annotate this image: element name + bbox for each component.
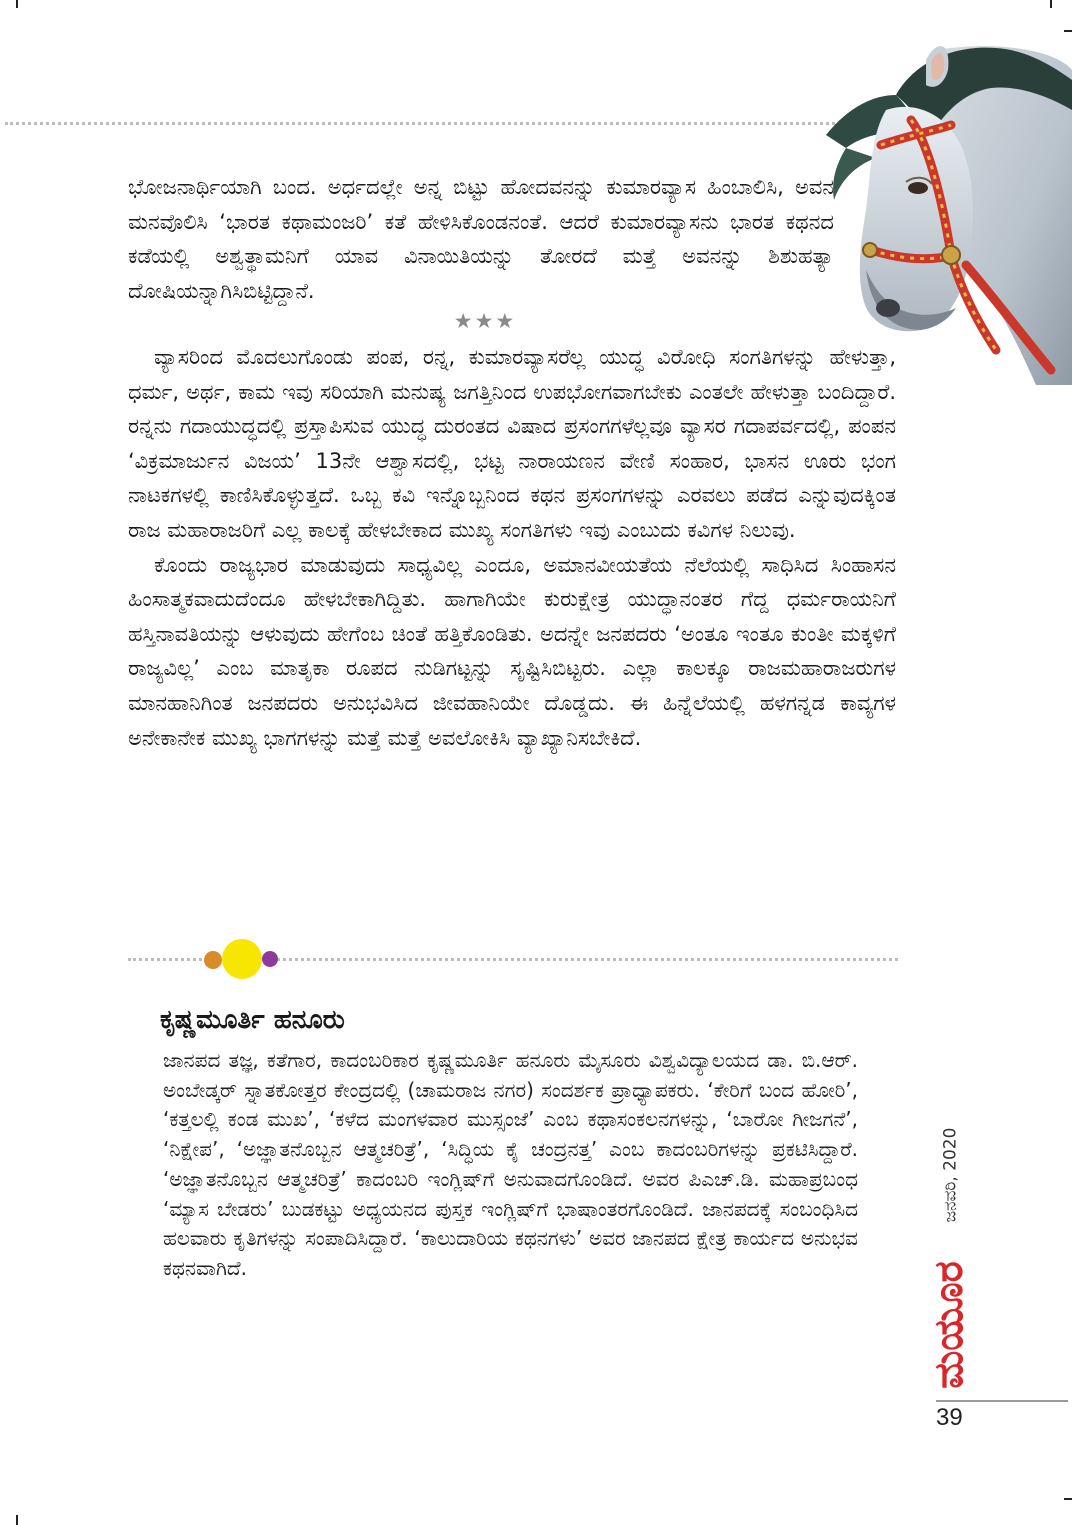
crop-mark bbox=[1064, 30, 1072, 32]
crop-mark bbox=[1050, 0, 1052, 8]
section-separator: ★★★ bbox=[453, 309, 517, 333]
author-name: ಕೃಷ್ಣಮೂರ್ತಿ ಹನೂರು bbox=[160, 1005, 345, 1035]
page-number-rule bbox=[936, 1400, 1068, 1402]
crop-mark bbox=[16, 1515, 18, 1525]
article-body bbox=[128, 170, 834, 308]
horse-illustration bbox=[826, 40, 1072, 385]
issue-date: ಜನವರಿ, 2020 bbox=[940, 1127, 960, 1223]
article-body-continued bbox=[128, 340, 896, 755]
divider-dot-purple bbox=[262, 951, 278, 967]
article-paragraph-2: ವ್ಯಾಸರಿಂದ ಮೊದಲುಗೊಂಡು ಪಂಪ, ರನ್ನ, ಕುಮಾರವ್ಯಾಸರೆಲ್ಲ ಯುದ್ಧ ವಿರೋಧಿ ಸಂಗತಿಗಳನ್ನು ಹೇಳುತ್ತಾ, ಧರ್ಮ, ಅರ್ಥ, ಕಾಮ ಇವು ಸರಿಯಾಗಿ ಮನುಷ್ಯ ಜಗತ್ತಿನಿಂದ ಉಪಭೋಗವಾಗಬೇಕು ಎಂತಲೇ ಹೇಳುತ್ತಾ ಬಂದಿದ್ದಾರೆ. ರನ್ನನು ಗದಾಯುದ್ಧದಲ್ಲಿ ಪ್ರಸ್ತಾಪಿಸುವ ಯುದ್ಧ ದುರಂತದ ವಿಷಾದ ಪ್ರಸಂಗಗಳೆಲ್ಲವೂ ವ್ಯಾಸರ ಗದಾಪರ್ವದಲ್ಲಿ, ಪಂಪನ ‘ವಿಕ್ರಮಾರ್ಜುನ ವಿಜಯ’ 13ನೇ ಆಶ್ವಾಸದಲ್ಲಿ, ಭಟ್ಟ ನಾರಾಯಣನ ವೇಣಿ ಸಂಹಾರ, ಭಾಸನ ಊರು ಭಂಗ ನಾಟಕಗಳಲ್ಲಿ ಕಾಣಿಸಿಕೊಳ್ಳುತ್ತದೆ. ಒಬ್ಬ ಕವಿ ಇನ್ನೊಬ್ಬನಿಂದ ಕಥನ ಪ್ರಸಂಗಗಳನ್ನು ಎರವಲು ಪಡೆದ ಎನ್ನುವುದಕ್ಕಿಂತ ರಾಜ ಮಹಾರಾಜರಿಗೆ ಎಲ್ಲ ಕಾಲಕ್ಕೆ ಹೇಳಬೇಕಾದ ಮುಖ್ಯ ಸಂಗತಿಗಳು ಇವು ಎಂಬುದು ಕವಿಗಳ ನಿಲುವು. bbox=[128, 345, 896, 542]
article-paragraph-1: ಭೋಜನಾರ್ಥಿಯಾಗಿ ಬಂದ. ಅರ್ಧದಲ್ಲೇ ಅನ್ನ ಬಿಟ್ಟು ಹೋದವನನ್ನು ಕುಮಾರವ್ಯಾಸ ಹಿಂಬಾಲಿಸಿ, ಅವನ ಮನವೊಲಿಸಿ ‘ಭಾರತ ಕಥಾಮಂಜರಿ’ ಕತೆ ಹೇಳಿಸಿಕೊಂಡನಂತೆ. ಆದರೆ ಕುಮಾರವ್ಯಾಸನು ಭಾರತ ಕಥನದ ಕಡೆಯಲ್ಲಿ ಅಶ್ವತ್ಥಾಮನಿಗೆ ಯಾವ ವಿನಾಯಿತಿಯನ್ನು ತೋರದೆ ಮತ್ತೆ ಅವನನ್ನು ಶಿಶುಹತ್ಯಾ ದೋಷಿಯನ್ನಾಗಿಸಿಬಿಟ್ಟಿದ್ದಾನೆ. bbox=[128, 175, 834, 303]
divider-dot-yellow bbox=[222, 939, 262, 979]
crop-mark bbox=[16, 0, 18, 8]
author-bio: ಜಾನಪದ ತಜ್ಞ, ಕತೆಗಾರ, ಕಾದಂಬರಿಕಾರ ಕೃಷ್ಣಮೂರ್ತಿ ಹನೂರು ಮೈಸೂರು ವಿಶ್ವವಿದ್ಯಾಲಯದ ಡಾ. ಬಿ.ಆರ್. ಅಂಬೇಡ್ಕರ್ ಸ್ನಾತಕೋತ್ತರ ಕೇಂದ್ರದಲ್ಲಿ (ಚಾಮರಾಜ ನಗರ) ಸಂದರ್ಶಕ ಪ್ರಾಧ್ಯಾಪಕರು. ‘ಕೇರಿಗೆ ಬಂದ ಹೋರಿ’, ‘ಕತ್ತಲಲ್ಲಿ ಕಂಡ ಮುಖ’, ‘ಕಳೆದ ಮಂಗಳವಾರ ಮುಸ್ಸಂಜೆ’ ಎಂಬ ಕಥಾಸಂಕಲನಗಳನ್ನು, ‘ಬಾರೋ ಗೀಜಗನೆ’, ‘ನಿಕ್ಷೇಪ’, ‘ಅಜ್ಞಾತನೊಬ್ಬನ ಆತ್ಮಚರಿತ್ರೆ’, ‘ಸಿದ್ಧಿಯ ಕೈ ಚಂದ್ರನತ್ತ’ ಎಂಬ ಕಾದಂಬರಿಗಳನ್ನು ಪ್ರಕಟಿಸಿದ್ದಾರೆ. ‘ಅಜ್ಞಾತನೊಬ್ಬನ ಆತ್ಮಚರಿತ್ರೆ’ ಕಾದಂಬರಿ ಇಂಗ್ಲಿಷ್‌ಗೆ ಅನುವಾದಗೊಂಡಿದೆ. ಅವರ ಪಿಎಚ್.ಡಿ. ಮಹಾಪ್ರಬಂಧ ‘ಮ್ಯಾಸ ಬೇಡರು’ ಬುಡಕಟ್ಟು ಅಧ್ಯಯನದ ಪುಸ್ತಕ ಇಂಗ್ಲಿಷ್‌ಗೆ ಭಾಷಾಂತರಗೊಂಡಿದೆ. ಜಾನಪದಕ್ಕೆ ಸಂಬಂಧಿಸಿದ ಹಲವಾರು ಕೃತಿಗಳನ್ನು ಸಂಪಾದಿಸಿದ್ದಾರೆ. ‘ಕಾಲುದಾರಿಯ ಕಥನಗಳು’ ಅವರ ಜಾನಪದ ಕ್ಷೇತ್ರ ಕಾರ್ಯದ ಅನುಭವ ಕಥನವಾಗಿದೆ. bbox=[163, 1048, 858, 1280]
divider-dot-orange bbox=[204, 951, 222, 969]
magazine-logo: ಮಯೂರ bbox=[926, 1261, 972, 1389]
article-paragraph-3: ಕೊಂದು ರಾಜ್ಯಭಾರ ಮಾಡುವುದು ಸಾಧ್ಯವಿಲ್ಲ ಎಂದೂ, ಅಮಾನವೀಯತೆಯ ನೆಲೆಯಲ್ಲಿ ಸಾಧಿಸಿದ ಸಿಂಹಾಸನ ಹಿಂಸಾತ್ಮಕವಾದುದೆಂದೂ ಹೇಳಬೇಕಾಗಿದ್ದಿತು. ಹಾಗಾಗಿಯೇ ಕುರುಕ್ಷೇತ್ರ ಯುದ್ಧಾನಂತರ ಗೆದ್ದ ಧರ್ಮರಾಯನಿಗೆ ಹಸ್ತಿನಾವತಿಯನ್ನು ಆಳುವುದು ಹೇಗೆಂಬ ಚಿಂತೆ ಹತ್ತಿಕೊಂಡಿತು. ಅದನ್ನೇ ಜನಪದರು ‘ಅಂತೂ ಇಂತೂ ಕುಂತೀ ಮಕ್ಕಳಿಗೆ ರಾಜ್ಯವಿಲ್ಲ’ ಎಂಬ ಮಾತೃಕಾ ರೂಪದ ನುಡಿಗಟ್ಟನ್ನು ಸೃಷ್ಟಿಸಿಬಿಟ್ಟರು. ಎಲ್ಲಾ ಕಾಲಕ್ಕೂ ರಾಜಮಹಾರಾಜರುಗಳ ಮಾನಹಾನಿಗಿಂತ ಜನಪದರು ಅನುಭವಿಸಿದ ಜೀವಹಾನಿಯೇ ದೊಡ್ಡದು. ಈ ಹಿನ್ನೆಲೆಯಲ್ಲಿ ಹಳಗನ್ನಡ ಕಾವ್ಯಗಳ ಅನೇಕಾನೇಕ ಮುಖ್ಯ ಭಾಗಗಳನ್ನು ಮತ್ತೆ ಮತ್ತೆ ಅವಲೋಕಿಸಿ ವ್ಯಾಖ್ಯಾನಿಸಬೇಕಿದೆ. bbox=[128, 552, 896, 750]
page-number: 39 bbox=[936, 1404, 963, 1431]
crop-mark bbox=[1064, 1498, 1072, 1500]
top-dotted-divider bbox=[5, 122, 835, 125]
